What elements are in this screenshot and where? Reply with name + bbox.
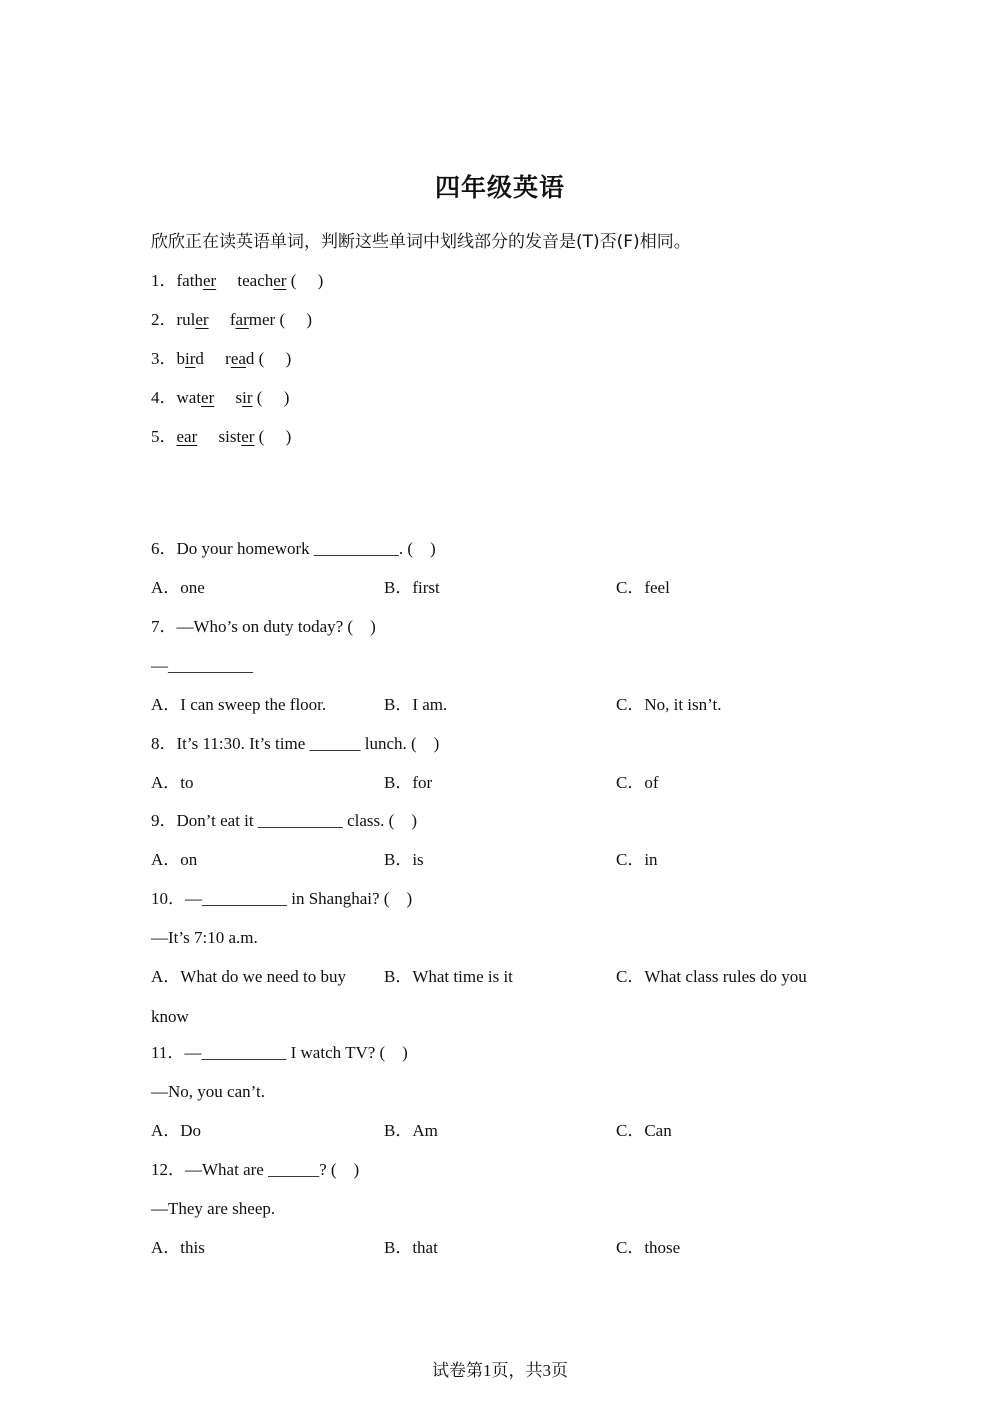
question-8: 8．It’s 11:30. It’s time ______ lunch. ( ) bbox=[151, 734, 440, 753]
page-footer: 试卷第1页，共3页 bbox=[432, 1361, 568, 1380]
q9-option-c[interactable]: C．in bbox=[616, 850, 658, 869]
q10-reply: —It’s 7:10 a.m. bbox=[151, 928, 258, 947]
page-title: 四年级英语 bbox=[434, 173, 565, 202]
q8-option-b[interactable]: B．for bbox=[384, 773, 433, 792]
q10-option-b[interactable]: B．What time is it bbox=[384, 967, 513, 986]
q11-reply: —No, you can’t. bbox=[151, 1082, 265, 1101]
phonics-item-2: 2．ruler farmer ( ) bbox=[151, 310, 313, 329]
answer-blank[interactable]: ( ) bbox=[254, 427, 292, 446]
phonics-item-5: 5．ear sister ( ) bbox=[151, 427, 292, 446]
q6-option-b[interactable]: B．first bbox=[384, 578, 440, 597]
question-12: 12．—What are ______? ( ) bbox=[151, 1160, 360, 1179]
q7-option-c[interactable]: C．No, it isn’t. bbox=[616, 695, 722, 714]
phonics-item-1: 1．father teacher ( ) bbox=[151, 271, 324, 290]
answer-blank[interactable]: ( ) bbox=[286, 271, 324, 290]
answer-blank[interactable]: ( ) bbox=[252, 388, 290, 407]
q11-option-b[interactable]: B．Am bbox=[384, 1121, 438, 1140]
q9-option-a[interactable]: A．on bbox=[151, 850, 198, 869]
question-10: 10．—__________ in Shanghai? ( ) bbox=[151, 889, 413, 908]
q11-option-c[interactable]: C．Can bbox=[616, 1121, 672, 1140]
q7-option-b[interactable]: B．I am. bbox=[384, 695, 448, 714]
q10-option-a[interactable]: A．What do we need to buy bbox=[151, 967, 346, 986]
q7-reply: —__________ bbox=[151, 656, 253, 675]
phonics-item-4: 4．water sir ( ) bbox=[151, 388, 290, 407]
q8-option-a[interactable]: A．to bbox=[151, 773, 194, 792]
q6-option-a[interactable]: A．one bbox=[151, 578, 205, 597]
question-11: 11．—__________ I watch TV? ( ) bbox=[151, 1043, 408, 1062]
q11-option-a[interactable]: A．Do bbox=[151, 1121, 202, 1140]
answer-blank[interactable]: ( ) bbox=[275, 310, 313, 329]
q10-option-c-continued: know bbox=[151, 1007, 189, 1026]
q12-option-c[interactable]: C．those bbox=[616, 1238, 681, 1257]
q6-option-c[interactable]: C．feel bbox=[616, 578, 670, 597]
phonics-item-3: 3．bird read ( ) bbox=[151, 349, 292, 368]
q7-option-a[interactable]: A．I can sweep the floor. bbox=[151, 695, 327, 714]
q12-reply: —They are sheep. bbox=[151, 1199, 276, 1218]
q9-option-b[interactable]: B．is bbox=[384, 850, 424, 869]
q12-option-a[interactable]: A．this bbox=[151, 1238, 205, 1257]
q10-option-c[interactable]: C．What class rules do you bbox=[616, 967, 807, 986]
q12-option-b[interactable]: B．that bbox=[384, 1238, 438, 1257]
question-9: 9．Don’t eat it __________ class. ( ) bbox=[151, 811, 417, 830]
question-6: 6．Do your homework __________. ( ) bbox=[151, 539, 436, 558]
question-7: 7．—Who’s on duty today? ( ) bbox=[151, 617, 376, 636]
q8-option-c[interactable]: C．of bbox=[616, 773, 659, 792]
answer-blank[interactable]: ( ) bbox=[254, 349, 292, 368]
instruction-text: 欣欣正在读英语单词，判断这些单词中划线部分的发音是(T)否(F)相同。 bbox=[151, 232, 691, 252]
